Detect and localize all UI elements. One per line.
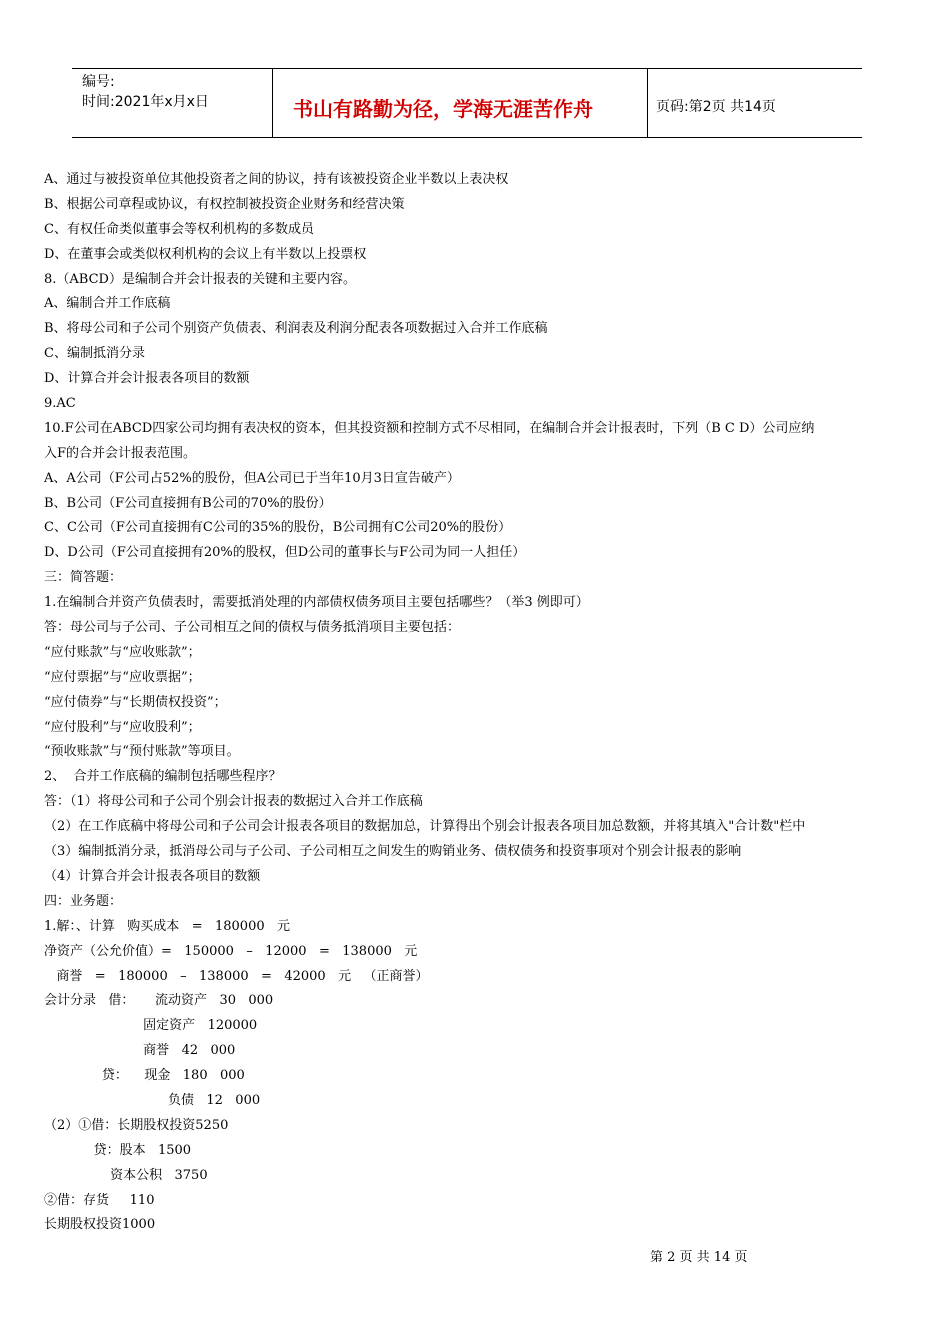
text-line: 1.解：、计算 购买成本 = 180000 元 (44, 918, 291, 934)
header-page-cell (648, 69, 862, 137)
text-line: “应付账款”与“应收账款”； (44, 644, 201, 660)
header-motto-cell (273, 69, 648, 137)
text-line: 商誉 = 180000 – 138000 = 42000 元 （正商誉） (44, 968, 429, 984)
text-line: 净资产（公允价值）= 150000 – 12000 = 138000 元 (44, 943, 418, 959)
text-line: B、将母公司和子公司个别资产负债表、利润表及利润分配表各项数据过入合并工作底稿 (44, 321, 548, 337)
section-heading: 三：简答题： (44, 570, 123, 586)
header-meta-cell (72, 69, 273, 137)
text-line: ②借：存货 110 (44, 1192, 155, 1208)
text-line: C、有权任命类似董事会等权利机构的多数成员 (44, 221, 314, 237)
text-line: （2）①借：长期股权投资5250 (44, 1117, 229, 1133)
text-line: 固定资产 120000 (44, 1018, 258, 1034)
text-line: C、编制抵消分录 (44, 346, 145, 362)
text-line: “应付股利”与“应收股利”； (44, 719, 201, 735)
text-line: B、根据公司章程或协议，有权控制被投资企业财务和经营决策 (44, 196, 405, 212)
text-line: 会计分录 借： 流动资产 30 000 (44, 993, 274, 1009)
text-line: 负债 12 000 (44, 1092, 261, 1108)
text-line: 长期股权投资1000 (44, 1217, 156, 1233)
text-line: 2、 合并工作底稿的编制包括哪些程序？ (44, 769, 282, 785)
text-line: （3）编制抵消分录，抵消母公司与子公司、子公司相互之间发生的购销业务、债权债务和投资事项对个别会计报表的影响 (44, 844, 742, 860)
page-footer: 第 2 页 共 14 页 (650, 1250, 748, 1265)
text-line: D、D公司（F公司直接拥有20%的股权，但D公司的董事长与F公司为同一人担任） (44, 545, 526, 561)
text-line: D、在董事会或类似权利机构的会议上有半数以上投票权 (44, 246, 367, 262)
document-body (44, 168, 904, 1238)
text-line: 商誉 42 000 (44, 1043, 236, 1059)
text-line: 贷：股本 1500 (44, 1142, 192, 1158)
question-10: 10.F公司在ABCD四家公司均拥有表决权的资本，但其投资额和控制方式不尽相同，在编制合并会计报表时，下列（B C D）公司应纳 (44, 420, 815, 436)
text-line: “应付票据”与“应收票据”； (44, 669, 201, 685)
text-line: 资本公积 3750 (44, 1167, 208, 1183)
header-page-info: 页码:第2页 共14页 (656, 99, 776, 115)
text-line: 贷： 现金 180 000 (44, 1068, 245, 1084)
page-header (72, 68, 862, 138)
text-line: “应付债券”与“长期债权投资”； (44, 694, 227, 710)
section-heading: 四：业务题： (44, 893, 123, 909)
text-line: A、编制合并工作底稿 (44, 296, 171, 312)
header-motto: 书山有路勤为径，学海无涯苦作舟 (293, 97, 593, 121)
text-line: （2）在工作底稿中将母公司和子公司会计报表各项目的数据加总，计算得出个别会计报表各项目加总数额，并将其填入"合计数"栏中 (44, 819, 806, 835)
text-line: C、C公司（F公司直接拥有C公司的35%的股份，B公司拥有C公司20%的股份） (44, 520, 512, 536)
text-line: 入F的合并会计报表范围。 (44, 445, 197, 461)
text-line: A、A公司（F公司占52%的股份，但A公司已于当年10月3日宣告破产） (44, 470, 460, 486)
text-line: 答：（1）将母公司和子公司个别会计报表的数据过入合并工作底稿 (44, 794, 423, 810)
document-time-label: 时间:2021年x月x日 (82, 94, 209, 110)
text-line: （4）计算合并会计报表各项目的数额 (44, 868, 261, 884)
question-9: 9.AC (44, 396, 76, 412)
text-line: D、计算合并会计报表各项目的数额 (44, 371, 250, 387)
text-line: B、B公司（F公司直接拥有B公司的70%的股份） (44, 495, 332, 511)
text-line: “预收账款”与“预付账款”等项目。 (44, 744, 240, 760)
question-8: 8.（ABCD）是编制合并会计报表的关键和主要内容。 (44, 271, 356, 287)
text-line: A、通过与被投资单位其他投资者之间的协议，持有该被投资企业半数以上表决权 (44, 172, 509, 187)
document-number-label: 编号: (82, 74, 115, 90)
text-line: 1.在编制合并资产负债表时，需要抵消处理的内部债权债务项目主要包括哪些？（举3 例即可） (44, 595, 589, 611)
text-line: 答：母公司与子公司、子公司相互之间的债权与债务抵消项目主要包括： (44, 620, 461, 636)
